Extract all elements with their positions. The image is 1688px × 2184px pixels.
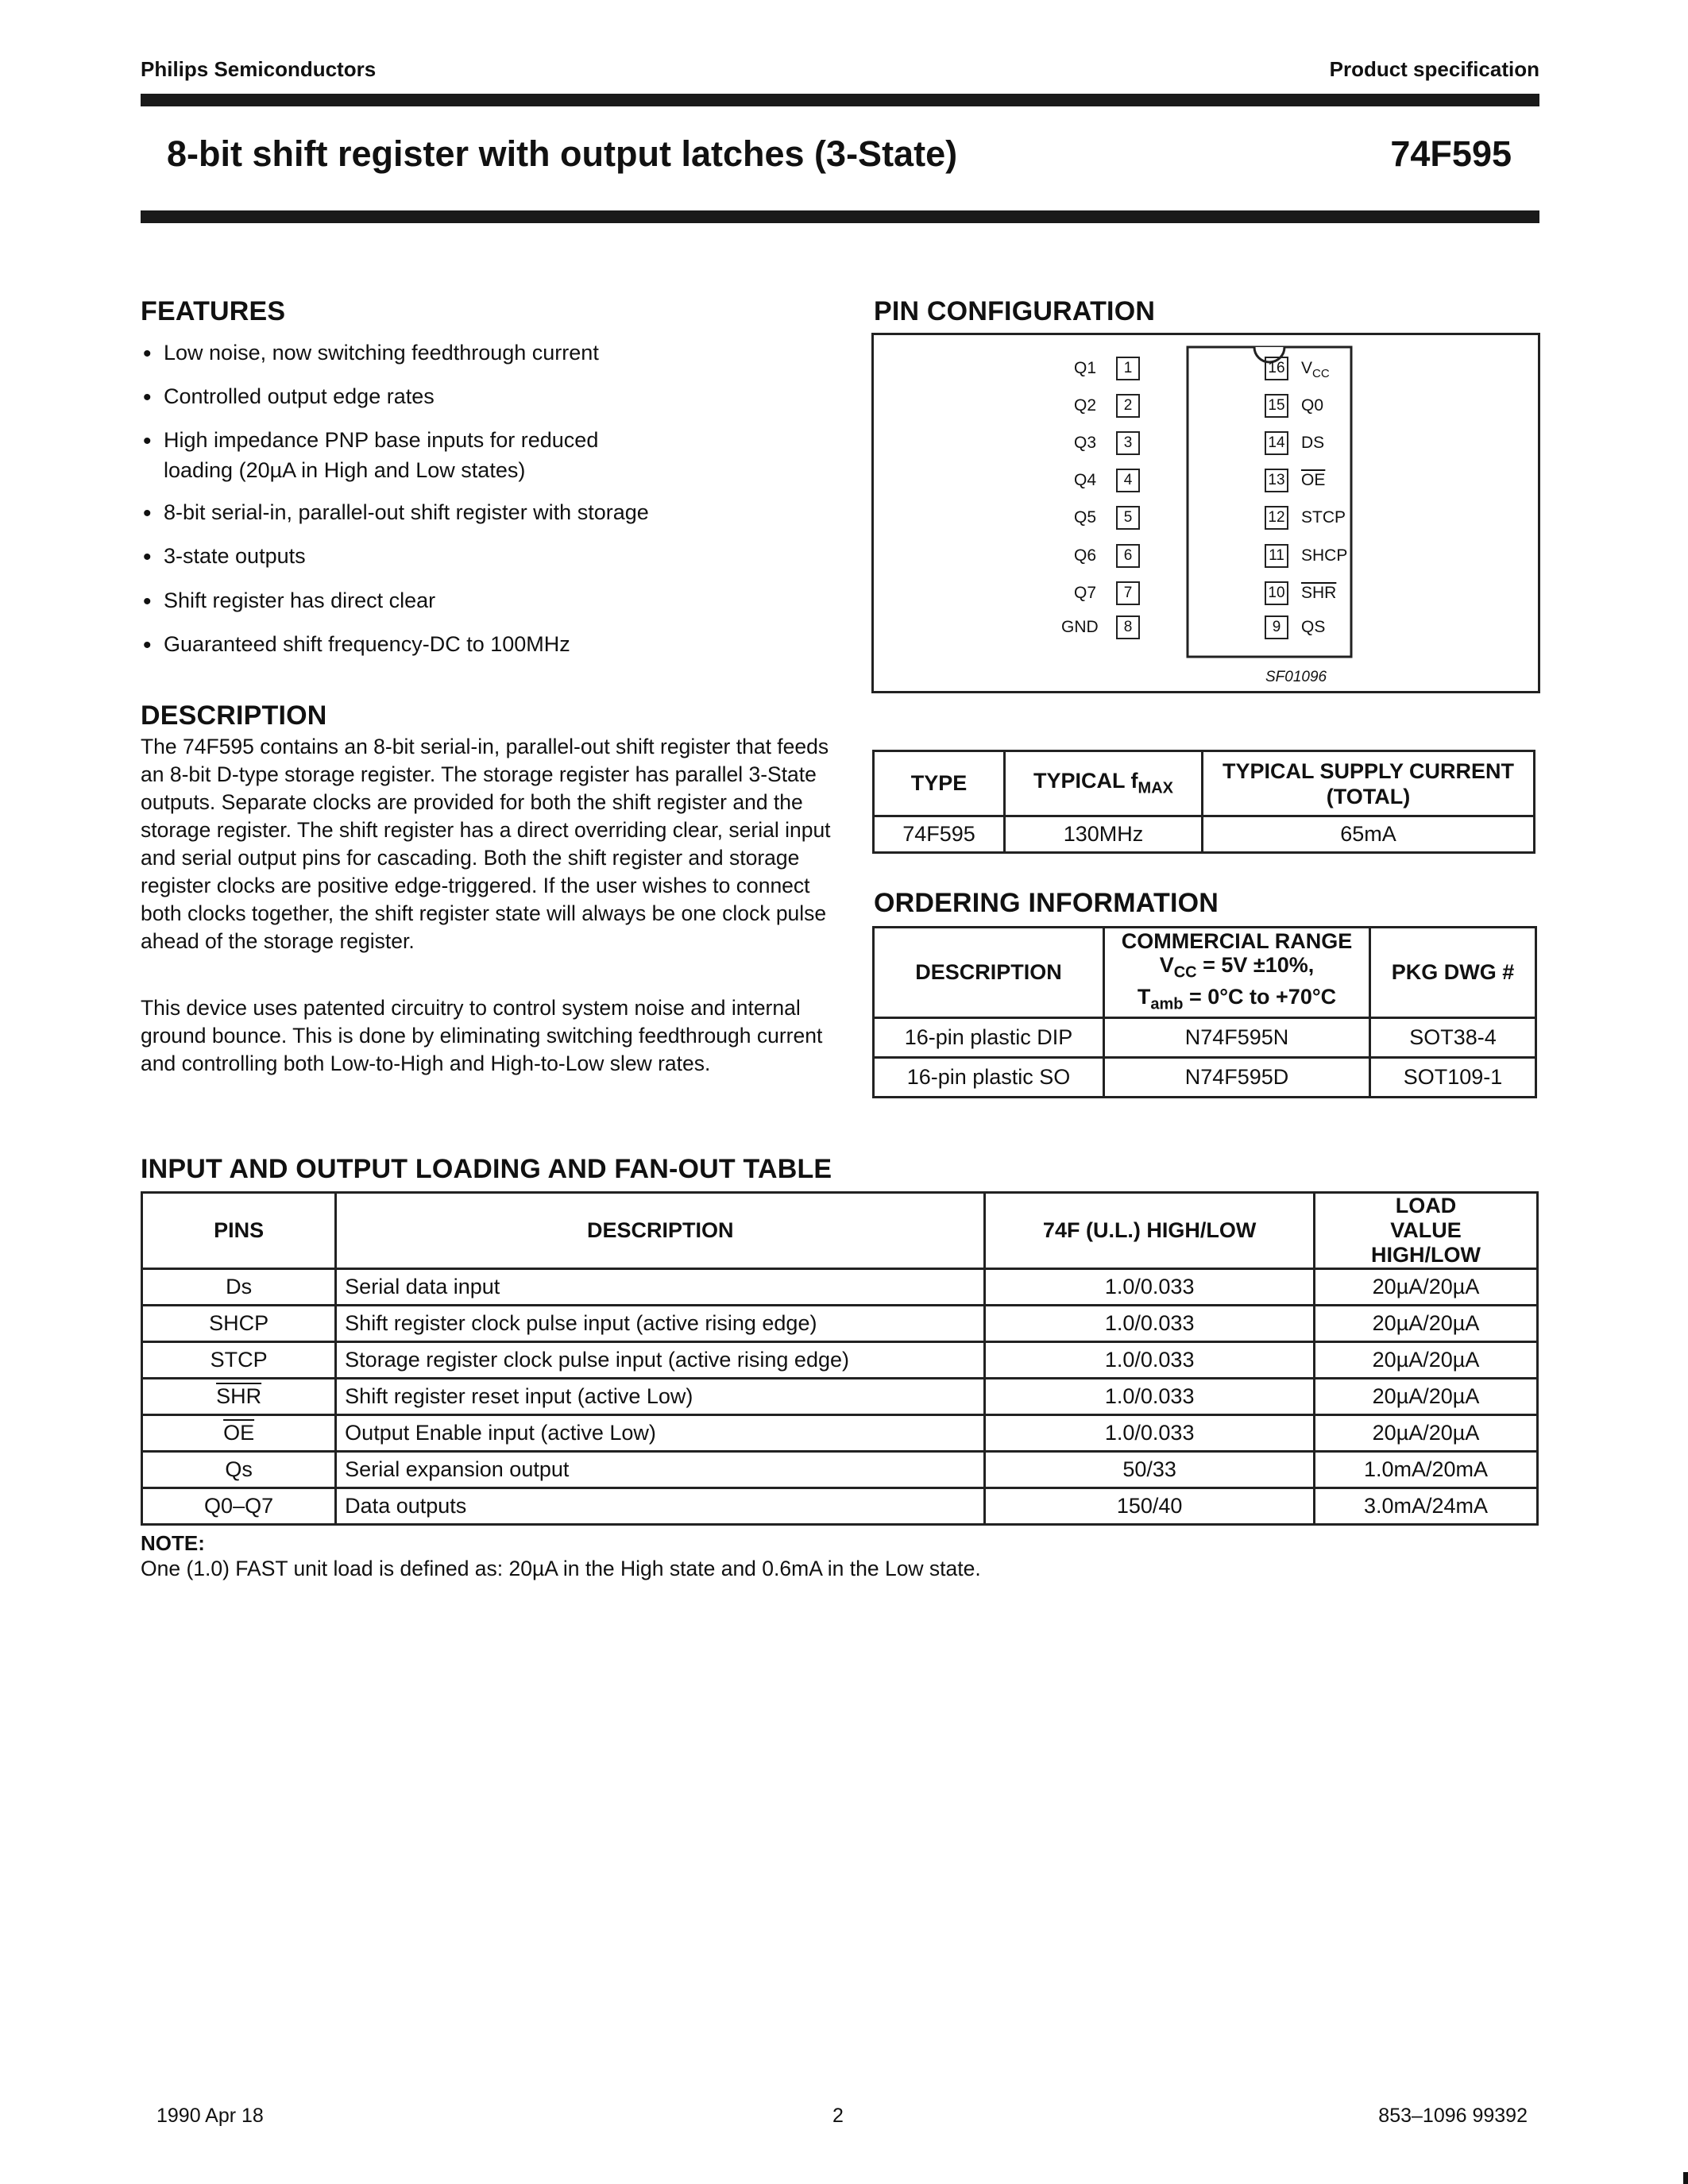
ordering-heading: ORDERING INFORMATION: [874, 888, 1219, 918]
dip-package-outline: [874, 335, 1538, 691]
pin-number-left: 1: [1116, 357, 1140, 380]
top-rule: [141, 94, 1539, 106]
pin-description-cell: Shift register clock pulse input (active rising edge): [336, 1306, 985, 1342]
pin-cell: $\overline{OE}$: [142, 1415, 336, 1452]
part-number: 74F595: [1390, 133, 1512, 174]
loading-description-header: DESCRIPTION: [336, 1193, 985, 1269]
pin-label-left: Q2: [1074, 396, 1097, 415]
loading-row: [142, 1306, 1538, 1342]
pin-label-left: Q1: [1074, 359, 1097, 377]
pin-config-heading: PIN CONFIGURATION: [874, 296, 1156, 326]
pin-cell: $\overline{SHR}$: [142, 1379, 336, 1415]
pin-label-left: Q5: [1074, 508, 1097, 527]
load-value-cell: 1.0mA/20mA: [1315, 1452, 1538, 1488]
ul-cell: 1.0/0.033: [985, 1306, 1315, 1342]
pin-cell: Ds: [142, 1269, 336, 1306]
pin-description-cell: Storage register clock pulse input (active rising edge): [336, 1342, 985, 1379]
ul-cell: 150/40: [985, 1488, 1315, 1525]
commercial-range-header: COMMERCIAL RANGE $V_{CC} = 5V \pm 10\%$, $T_{amb} = 0^\circ C$ to +70°C: [1104, 928, 1370, 1018]
feature-item: • Low noise, now switching feedthrough current: [143, 341, 599, 367]
description-heading: DESCRIPTION: [141, 700, 327, 731]
feature-item: • Controlled output edge rates: [143, 384, 435, 411]
pin-label-left: Q7: [1074, 584, 1097, 602]
loading-heading: INPUT AND OUTPUT LOADING AND FAN-OUT TABLE: [141, 1154, 832, 1184]
description-paragraph-2: This device uses patented circuitry to control system noise and internal ground bounce. This is done by eliminating switching feedthrough current and controlling both Low-to-High and High-to-Low slew rates.: [141, 996, 823, 1075]
load-value-header: LOAD VALUE HIGH/LOW: [1315, 1193, 1538, 1269]
note-text: One (1.0) FAST unit load is defined as: 20µA in the High state and 0.6mA in the Low state.: [141, 1557, 981, 1580]
pin-label-right: Q0: [1301, 396, 1324, 415]
typical-fmax-header: TYPICAL $f_{MAX}$: [1005, 751, 1203, 816]
loading-row: [142, 1415, 1538, 1452]
pin-label-left: Q6: [1074, 546, 1097, 565]
type-cell: 74F595: [874, 816, 1005, 853]
pin-number-right: 11: [1265, 544, 1288, 568]
load-value-cell: 20µA/20µA: [1315, 1379, 1538, 1415]
doc-title: 8-bit shift register with output latches (3-State): [167, 133, 958, 174]
pin-number-left: 4: [1116, 469, 1140, 492]
fmax-cell: 130MHz: [1005, 816, 1203, 853]
loading-row: [142, 1379, 1538, 1415]
pin-cell: SHCP: [142, 1306, 336, 1342]
ul-cell: 1.0/0.033: [985, 1269, 1315, 1306]
doc-type: Product specification: [1329, 57, 1539, 81]
pin-label-left: Q4: [1074, 471, 1097, 489]
ordering-description-header: DESCRIPTION: [874, 928, 1104, 1018]
ul-header: 74F (U.L.) HIGH/LOW: [985, 1193, 1315, 1269]
ordering-row: [874, 1058, 1536, 1098]
pin-number-left: 6: [1116, 544, 1140, 568]
pin-number-right: 16: [1265, 357, 1288, 380]
crop-mark: [1683, 2172, 1688, 2184]
feature-item: • Guaranteed shift frequency-DC to 100MHz: [143, 632, 570, 658]
loading-table: [141, 1191, 1539, 1526]
ordering-table: [872, 926, 1537, 1098]
pin-description-cell: Serial expansion output: [336, 1452, 985, 1488]
type-header: TYPE: [874, 751, 1005, 816]
pin-label-left: GND: [1061, 618, 1099, 636]
pin-description-cell: Data outputs: [336, 1488, 985, 1525]
ordering-row: [874, 1018, 1536, 1058]
pin-number-left: 7: [1116, 581, 1140, 605]
load-value-cell: 20µA/20µA: [1315, 1306, 1538, 1342]
loading-row: [142, 1488, 1538, 1525]
load-value-cell: 20µA/20µA: [1315, 1415, 1538, 1452]
title-rule: [141, 210, 1539, 223]
pin-number-right: 13: [1265, 469, 1288, 492]
pin-number-left: 5: [1116, 506, 1140, 530]
type-table: [872, 750, 1535, 854]
supply-current-header: TYPICAL SUPPLY CURRENT (TOTAL): [1203, 751, 1535, 816]
pin-cell: STCP: [142, 1342, 336, 1379]
pin-number-left: 2: [1116, 394, 1140, 418]
ordering-description-cell: 16-pin plastic DIP: [874, 1018, 1104, 1058]
feature-item: • Shift register has direct clear: [143, 588, 436, 615]
pin-label-left: Q3: [1074, 434, 1097, 452]
ordering-commercial-cell: N74F595D: [1104, 1058, 1370, 1098]
pin-label-right: SHCP: [1301, 546, 1348, 565]
pin-number-right: 15: [1265, 394, 1288, 418]
pin-number-left: 3: [1116, 431, 1140, 455]
pin-diagram: [871, 333, 1540, 693]
company-name: Philips Semiconductors: [141, 57, 377, 81]
pin-description-cell: Serial data input: [336, 1269, 985, 1306]
ordering-description-cell: 16-pin plastic SO: [874, 1058, 1104, 1098]
pin-label-right: STCP: [1301, 508, 1346, 527]
ul-cell: 1.0/0.033: [985, 1379, 1315, 1415]
feature-item: • 8-bit serial-in, parallel-out shift register with storage: [143, 500, 649, 527]
figure-code: SF01096: [1265, 669, 1327, 685]
ul-cell: 1.0/0.033: [985, 1415, 1315, 1452]
pin-label-right: DS: [1301, 434, 1325, 452]
pin-number-right: 12: [1265, 506, 1288, 530]
pin-number-right: 14: [1265, 431, 1288, 455]
current-cell: 65mA: [1203, 816, 1535, 853]
load-value-cell: 20µA/20µA: [1315, 1269, 1538, 1306]
pin-number-left: 8: [1116, 615, 1140, 639]
features-heading: FEATURES: [141, 296, 286, 326]
note-label: NOTE:: [141, 1531, 205, 1555]
footer-code: 853–1096 99392: [1378, 2105, 1528, 2127]
pin-number-right: 9: [1265, 615, 1288, 639]
pin-label-right: QS: [1301, 618, 1326, 636]
loading-row: [142, 1269, 1538, 1306]
load-value-cell: 20µA/20µA: [1315, 1342, 1538, 1379]
pkg-dwg-header: PKG DWG #: [1370, 928, 1536, 1018]
feature-item: • High impedance PNP base inputs for reduced loading (20µA in High and Low states): [143, 428, 599, 482]
feature-item: • 3-state outputs: [143, 544, 306, 570]
pin-number-right: 10: [1265, 581, 1288, 605]
pin-cell: Q0–Q7: [142, 1488, 336, 1525]
footer-date: 1990 Apr 18: [156, 2105, 264, 2127]
ordering-pkg-cell: SOT109-1: [1370, 1058, 1536, 1098]
pin-description-cell: Shift register reset input (active Low): [336, 1379, 985, 1415]
page-number: 2: [832, 2105, 844, 2127]
ul-cell: 1.0/0.033: [985, 1342, 1315, 1379]
ordering-pkg-cell: SOT38-4: [1370, 1018, 1536, 1058]
loading-row: [142, 1342, 1538, 1379]
pins-header: PINS: [142, 1193, 336, 1269]
pin-label-right: $\overline{SHR}$: [1301, 584, 1337, 602]
pin-label-right: $\overline{OE}$: [1301, 471, 1326, 489]
pin-description-cell: Output Enable input (active Low): [336, 1415, 985, 1452]
description-paragraph-1: The 74F595 contains an 8-bit serial-in, parallel-out shift register that feeds an 8-bit D-type storage register. The storage register has parallel 3-State outputs. Separate clocks are provided for both the shift register and the storage register. The shift register has a direct overriding clear, serial input and serial output pins for cascading. Both the shift register and storage register clocks are positive edge-triggered. If the user wishes to connect both clocks together, the shift register state will always be one clock pulse ahead of the storage register.: [141, 735, 831, 953]
loading-row: [142, 1452, 1538, 1488]
ordering-commercial-cell: N74F595N: [1104, 1018, 1370, 1058]
load-value-cell: 3.0mA/24mA: [1315, 1488, 1538, 1525]
pin-label-right: $V_{CC}$: [1301, 359, 1330, 381]
pin-cell: Qs: [142, 1452, 336, 1488]
ul-cell: 50/33: [985, 1452, 1315, 1488]
